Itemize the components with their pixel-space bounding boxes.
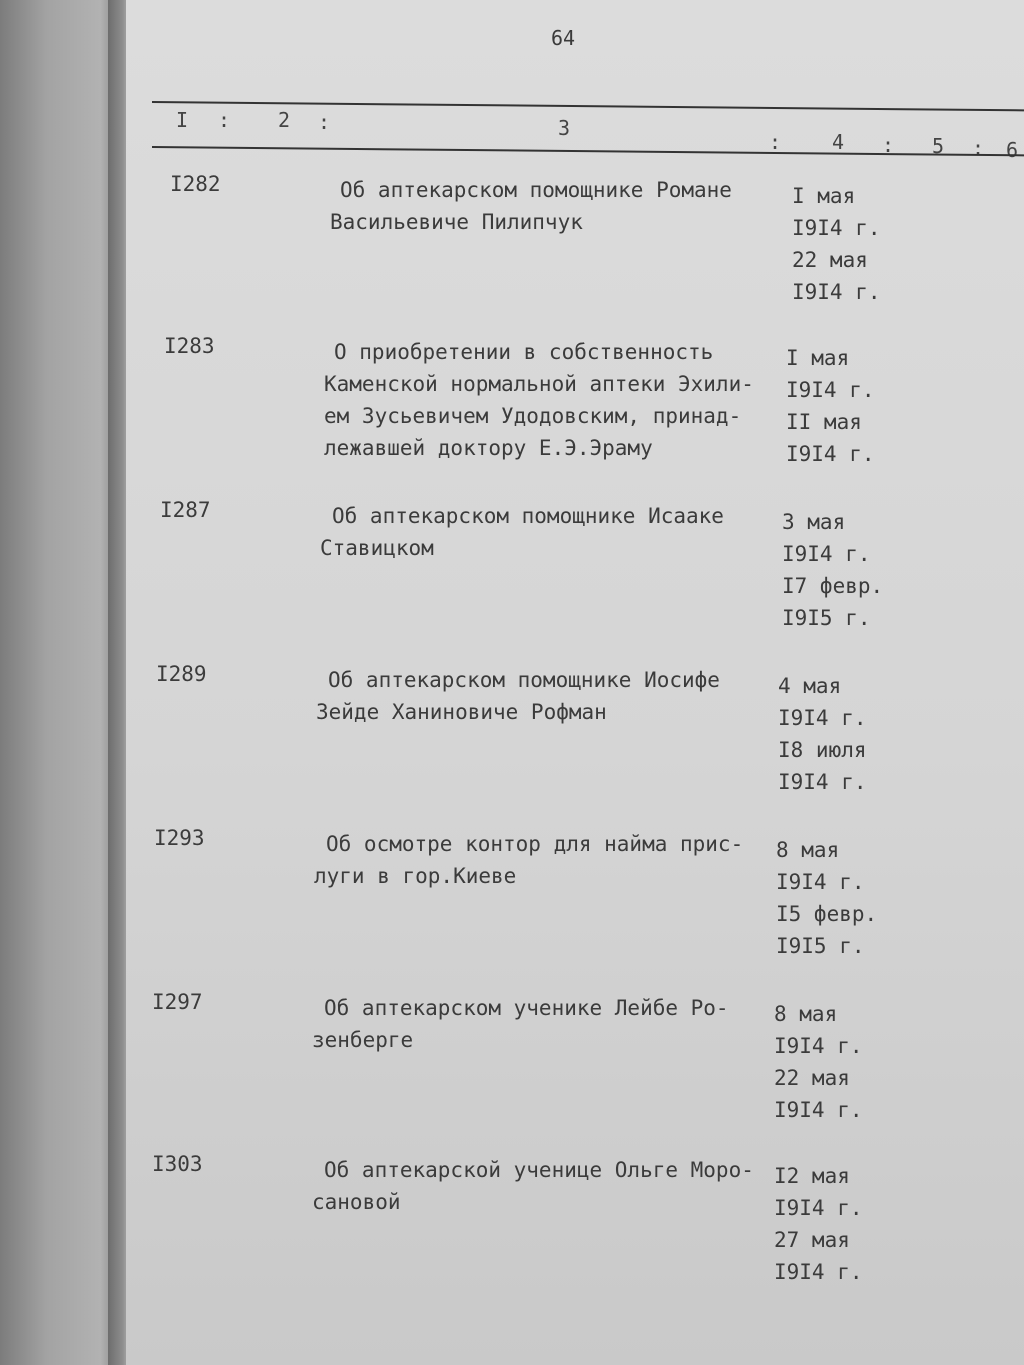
column-header-6: 6 xyxy=(1006,138,1019,162)
date-line: I9I4 г. xyxy=(774,1260,863,1284)
column-separator: : xyxy=(972,136,985,160)
date-line: I9I4 г. xyxy=(792,280,881,304)
entry-number: I289 xyxy=(156,662,207,686)
date-line: I9I4 г. xyxy=(774,1034,863,1058)
date-line: I9I4 г. xyxy=(778,770,867,794)
date-line: 8 мая xyxy=(774,1002,838,1026)
date-line: 22 мая xyxy=(774,1066,850,1090)
date-line: I9I4 г. xyxy=(774,1098,863,1122)
column-header-4: 4 xyxy=(832,130,845,154)
column-header-2: 2 xyxy=(278,108,291,132)
entry-description xyxy=(320,500,750,564)
entry-description xyxy=(316,664,746,728)
description-line: Об аптекарской ученице Ольге Моро- xyxy=(324,1158,754,1182)
entry-description xyxy=(312,992,742,1056)
date-line: II мая xyxy=(786,410,862,434)
description-line: Об аптекарском помощнике Романе xyxy=(340,178,732,202)
entry-dates xyxy=(774,1160,863,1288)
entry-number: I283 xyxy=(164,334,215,358)
description-line: Ставицком xyxy=(320,536,434,560)
entry-dates xyxy=(782,506,883,634)
document-page xyxy=(126,0,1024,1365)
description-line: Васильевиче Пилипчук xyxy=(330,210,583,234)
description-line: луги в гор.Киеве xyxy=(314,864,517,888)
entry-number: I287 xyxy=(160,498,211,522)
date-line: I9I5 г. xyxy=(776,934,865,958)
date-line: I9I4 г. xyxy=(776,870,865,894)
date-line: I9I4 г. xyxy=(786,442,875,466)
entry-description xyxy=(312,1154,754,1218)
column-header-5: 5 xyxy=(932,134,945,158)
description-line: Зейде Ханиновиче Рофман xyxy=(316,700,607,724)
column-header-3: 3 xyxy=(558,116,571,140)
description-line: Об осмотре контор для найма прис- xyxy=(326,832,744,856)
entry-number: I297 xyxy=(152,990,203,1014)
column-separator: : xyxy=(882,133,895,157)
date-line: I9I4 г. xyxy=(782,542,871,566)
date-line: I мая xyxy=(786,346,850,370)
page-number: 64 xyxy=(551,26,576,50)
description-line: лежавшей доктору Е.Э.Эраму xyxy=(324,436,653,460)
description-line: Каменской нормальной аптеки Эхили- xyxy=(324,372,754,396)
entry-dates xyxy=(786,342,875,470)
entry-description xyxy=(330,174,760,238)
entry-dates xyxy=(778,670,867,798)
column-separator: : xyxy=(769,130,782,154)
column-separator: : xyxy=(218,108,231,132)
description-line: сановой xyxy=(312,1190,401,1214)
description-line: О приобретении в собственность xyxy=(334,340,714,364)
date-line: 22 мая xyxy=(792,248,868,272)
date-line: I2 мая xyxy=(774,1164,850,1188)
description-line: зенберге xyxy=(312,1028,414,1052)
date-line: I5 февр. xyxy=(776,902,878,926)
date-line: 8 мая xyxy=(776,838,840,862)
date-line: 4 мая xyxy=(778,674,842,698)
date-line: I мая xyxy=(792,184,856,208)
entry-dates xyxy=(792,180,881,308)
entry-number: I282 xyxy=(170,172,221,196)
description-line: Об аптекарском ученике Лейбе Ро- xyxy=(324,996,729,1020)
date-line: I9I4 г. xyxy=(786,378,875,402)
date-line: I9I4 г. xyxy=(774,1196,863,1220)
date-line: I9I5 г. xyxy=(782,606,871,630)
entry-description xyxy=(324,336,754,464)
date-line: I9I4 г. xyxy=(778,706,867,730)
date-line: 3 мая xyxy=(782,510,846,534)
entry-description xyxy=(314,828,744,892)
column-header-1: I xyxy=(176,108,189,132)
description-line: Об аптекарском помощнике Иосифе xyxy=(328,668,720,692)
entry-number: I293 xyxy=(154,826,205,850)
entry-number: I303 xyxy=(152,1152,203,1176)
date-line: 27 мая xyxy=(774,1228,850,1252)
entry-dates xyxy=(776,834,877,962)
entry-dates xyxy=(774,998,863,1126)
date-line: I7 февр. xyxy=(782,574,884,598)
description-line: ем Зусьевичем Удодовским, принад- xyxy=(324,404,742,428)
column-separator: : xyxy=(318,110,331,134)
date-line: I9I4 г. xyxy=(792,216,881,240)
description-line: Об аптекарском помощнике Исааке xyxy=(332,504,724,528)
facing-page-edge xyxy=(0,0,118,1365)
date-line: I8 июля xyxy=(778,738,867,762)
